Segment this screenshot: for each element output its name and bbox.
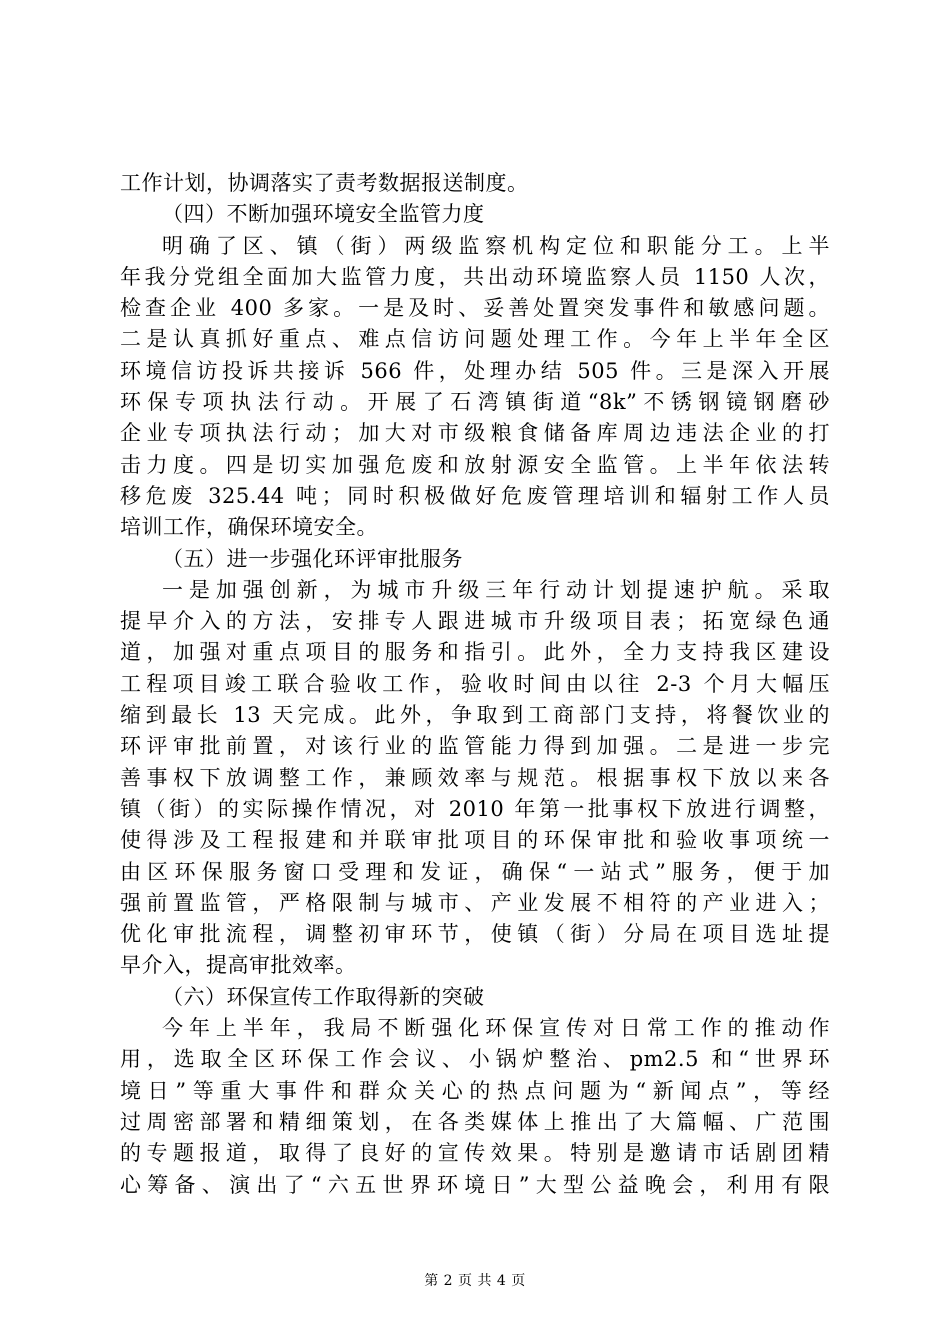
body-line: 提早介入的方法，安排专人跟进城市升级项目表；拓宽绿色通 [120,609,830,634]
body-line: 二是认真抓好重点、难点信访问题处理工作。今年上半年全区 [120,327,830,352]
section-heading-5: （五）进一步强化环评审批服务 [162,546,463,571]
section-heading-4: （四）不断加强环境安全监管力度 [162,202,485,227]
body-line: 明确了区、镇（街）两级监察机构定位和职能分工。上半 [162,233,830,258]
body-line: 心筹备、演出了“六五世界环境日”大型公益晚会，利用有限 [120,1172,830,1197]
body-line: 工程项目竣工联合验收工作，验收时间由以往 2-3 个月大幅压 [120,671,830,696]
document-body [120,168,830,1201]
body-line: 环境信访投诉共接诉 566 件，处理办结 505 件。三是深入开展 [120,358,830,383]
body-line: 过周密部署和精细策划，在各类媒体上推出了大篇幅、广范围 [120,1109,830,1134]
body-line: 缩到最长 13 天完成。此外，争取到工商部门支持，将餐饮业的 [120,703,830,728]
body-line: 培训工作，确保环境安全。 [120,515,378,540]
body-line: 环保专项执法行动。开展了石湾镇街道“8k”不锈钢镜钢磨砂 [120,390,830,415]
body-line: 用，选取全区环保工作会议、小锅炉整治、pm2.5 和“世界环 [120,1047,830,1072]
body-line: 今年上半年，我局不断强化环保宣传对日常工作的推动作 [162,1016,830,1041]
body-line: 的专题报道，取得了良好的宣传效果。特别是邀请市话剧团精 [120,1141,830,1166]
body-line: 年我分党组全面加大监管力度，共出动环境监察人员 1150 人次， [120,264,830,289]
body-line: 一是加强创新，为城市升级三年行动计划提速护航。采取 [162,577,830,602]
section-heading-6: （六）环保宣传工作取得新的突破 [162,984,485,1009]
body-line: 使得涉及工程报建和并联审批项目的环保审批和验收事项统一 [120,828,830,853]
body-line: 道，加强对重点项目的服务和指引。此外，全力支持我区建设 [120,640,830,665]
body-line: 早介入，提高审批效率。 [120,953,357,978]
body-line: 镇（街）的实际操作情况，对 2010 年第一批事权下放进行调整， [120,796,830,821]
page-footer: 第 2 页 共 4 页 [424,1273,526,1289]
body-line: 境日”等重大事件和群众关心的热点问题为“新闻点”，等经 [120,1078,830,1103]
body-line: 强前置监管，严格限制与城市、产业发展不相符的产业进入； [120,890,830,915]
body-line: 企业专项执法行动；加大对市级粮食储备库周边违法企业的打 [120,421,830,446]
body-line: 击力度。四是切实加强危废和放射源安全监管。上半年依法转 [120,452,830,477]
body-line: 环评审批前置，对该行业的监管能力得到加强。二是进一步完 [120,734,830,759]
body-line: 工作计划，协调落实了责考数据报送制度。 [120,171,529,195]
body-line: 移危废 325.44 吨；同时积极做好危废管理培训和辐射工作人员 [120,483,830,508]
body-line: 由区环保服务窗口受理和发证，确保“一站式”服务，便于加 [120,859,830,884]
body-line: 善事权下放调整工作，兼顾效率与规范。根据事权下放以来各 [120,765,830,790]
body-line: 优化审批流程，调整初审环节，使镇（街）分局在项目选址提 [120,922,830,947]
body-line: 检查企业 400 多家。一是及时、妥善处置突发事件和敏感问题。 [120,296,830,321]
